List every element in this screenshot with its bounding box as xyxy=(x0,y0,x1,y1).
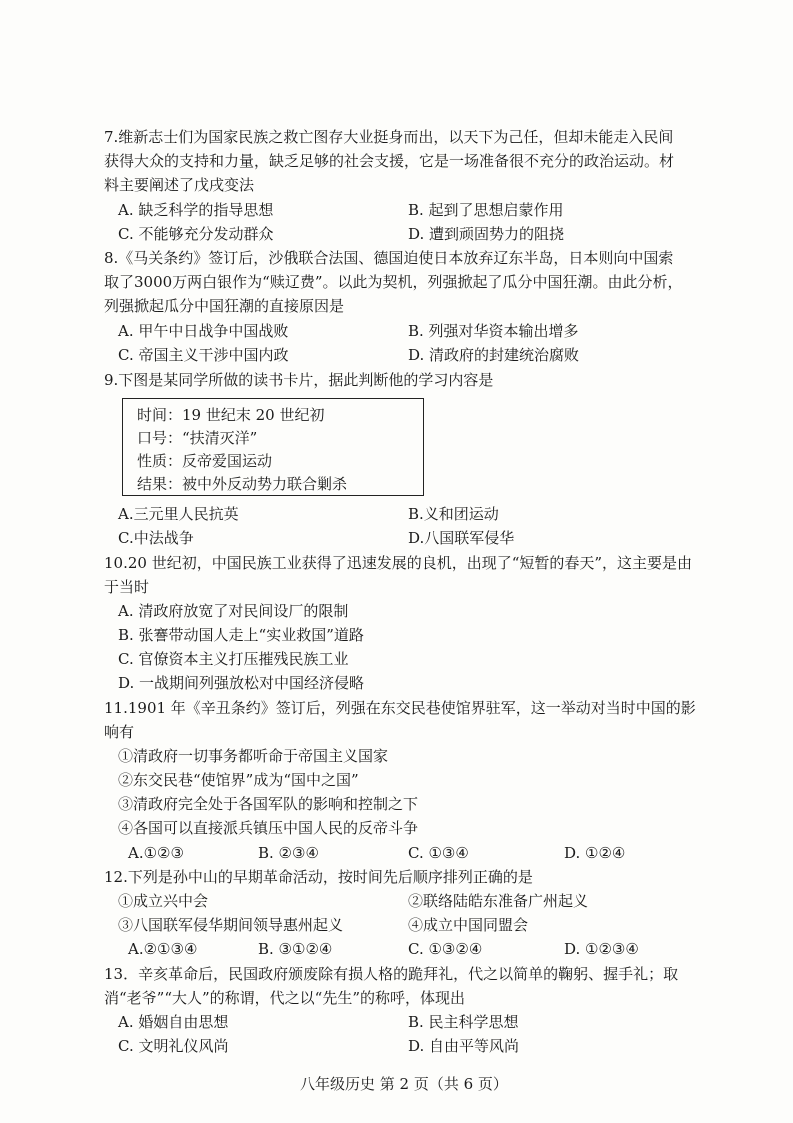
q11-stem-line-1: 11.1901 年《辛丑条约》签订后，列强在东交民巷使馆界驻军，这一举动对当时中国的影 xyxy=(104,699,696,717)
q12-item-1: ①成立兴中会 xyxy=(118,892,209,910)
q13-option-b: B. 民主科学思想 xyxy=(408,1013,519,1031)
q9-stem: 9.下图是某同学所做的读书卡片，据此判断他的学习内容是 xyxy=(104,371,494,389)
q12-option-a: A.②①③④ xyxy=(128,940,198,958)
card-line-result: 结果：被中外反动势力联合剿杀 xyxy=(137,475,348,493)
q8-stem-line-3: 列强掀起瓜分中国狂潮的直接原因是 xyxy=(104,297,345,315)
q7-option-b: B. 起到了思想启蒙作用 xyxy=(408,201,564,219)
q9-option-c: C.中法战争 xyxy=(118,529,194,547)
q12-item-2: ②联络陆皓东准备广州起义 xyxy=(408,892,589,910)
q11-item-2: ②东交民巷“使馆界”成为“国中之国” xyxy=(118,771,359,789)
q7-option-c: C. 不能够充分发动群众 xyxy=(118,225,274,243)
q12-option-c: C. ①③②④ xyxy=(408,940,483,958)
q11-item-1: ①清政府一切事务都听命于帝国主义国家 xyxy=(118,747,389,765)
q12-item-3: ③八国联军侵华期间领导惠州起义 xyxy=(118,916,344,934)
reading-card xyxy=(122,398,424,496)
q12-option-b: B. ③①②④ xyxy=(258,940,333,958)
q7-stem-line-2: 获得大众的支持和力量，缺乏足够的社会支援，它是一场准备很不充分的政治运动。材 xyxy=(104,152,675,170)
q7-option-a: A. 缺乏科学的指导思想 xyxy=(118,201,274,219)
q8-option-d: D. 清政府的封建统治腐败 xyxy=(408,346,580,364)
q10-option-d: D. 一战期间列强放松对中国经济侵略 xyxy=(118,674,365,692)
q10-option-b: B. 张謇带动国人走上“实业救国”道路 xyxy=(118,626,364,644)
q8-option-b: B. 列强对华资本输出增多 xyxy=(408,322,579,340)
q13-stem-line-1: 13．辛亥革命后，民国政府颁废除有损人格的跪拜礼，代之以简单的鞠躬、握手礼；取 xyxy=(104,965,679,983)
q10-stem-line-1: 10.20 世纪初，中国民族工业获得了迅速发展的良机，出现了“短暂的春天”，这主要是由 xyxy=(104,554,693,572)
q11-item-4: ④各国可以直接派兵镇压中国人民的反帝斗争 xyxy=(118,819,419,837)
q10-option-a: A. 清政府放宽了对民间设厂的限制 xyxy=(118,602,349,620)
q11-option-b: B. ②③④ xyxy=(258,844,319,862)
q8-stem-line-2: 取了3000万两白银作为“赎辽费”。以此为契机，列强掀起了瓜分中国狂潮。由此分析， xyxy=(104,273,683,291)
q10-stem-line-2: 于当时 xyxy=(104,578,150,596)
q9-option-a: A.三元里人民抗英 xyxy=(118,505,239,523)
q11-option-c: C. ①③④ xyxy=(408,844,469,862)
q11-item-3: ③清政府完全处于各国军队的影响和控制之下 xyxy=(118,795,419,813)
q9-option-b: B.义和团运动 xyxy=(408,505,499,523)
q11-option-a: A.①②③ xyxy=(128,844,184,862)
q13-option-a: A. 婚姻自由思想 xyxy=(118,1013,229,1031)
q13-option-d: D. 自由平等风尚 xyxy=(408,1037,520,1055)
page-footer: 八年级历史 第 2 页（共 6 页） xyxy=(300,1075,508,1093)
card-line-time: 时间：19 世纪末 20 世纪初 xyxy=(137,406,325,424)
q7-stem-line-3: 料主要阐述了戊戌变法 xyxy=(104,176,255,194)
q12-option-d: D. ①②③④ xyxy=(564,940,639,958)
q11-option-d: D. ①②④ xyxy=(564,844,626,862)
q7-option-d: D. 遭到顽固势力的阻挠 xyxy=(408,225,565,243)
q11-stem-line-2: 响有 xyxy=(104,723,135,741)
q8-stem-line-1: 8.《马关条约》签订后，沙俄联合法国、德国迫使日本放弃辽东半岛，日本则向中国索 xyxy=(104,249,674,267)
q12-item-4: ④成立中国同盟会 xyxy=(408,916,529,934)
q10-option-c: C. 官僚资本主义打压摧残民族工业 xyxy=(118,650,349,668)
q12-stem: 12.下列是孙中山的早期革命活动，按时间先后顺序排列正确的是 xyxy=(104,868,533,886)
card-line-slogan: 口号：“扶清灭洋” xyxy=(137,429,258,447)
q9-option-d: D.八国联军侵华 xyxy=(408,529,515,547)
q7-stem-line-1: 7.维新志士们为国家民族之救亡图存大业挺身而出，以天下为己任，但却未能走入民间 xyxy=(104,128,674,146)
card-line-nature: 性质：反帝爱国运动 xyxy=(137,452,273,470)
q13-stem-line-2: 消“老爷”“大人”的称谓，代之以“先生”的称呼，体现出 xyxy=(104,989,466,1007)
q13-option-c: C. 文明礼仪风尚 xyxy=(118,1037,229,1055)
q8-option-a: A. 甲午中日战争中国战败 xyxy=(118,322,289,340)
q8-option-c: C. 帝国主义干涉中国内政 xyxy=(118,346,289,364)
